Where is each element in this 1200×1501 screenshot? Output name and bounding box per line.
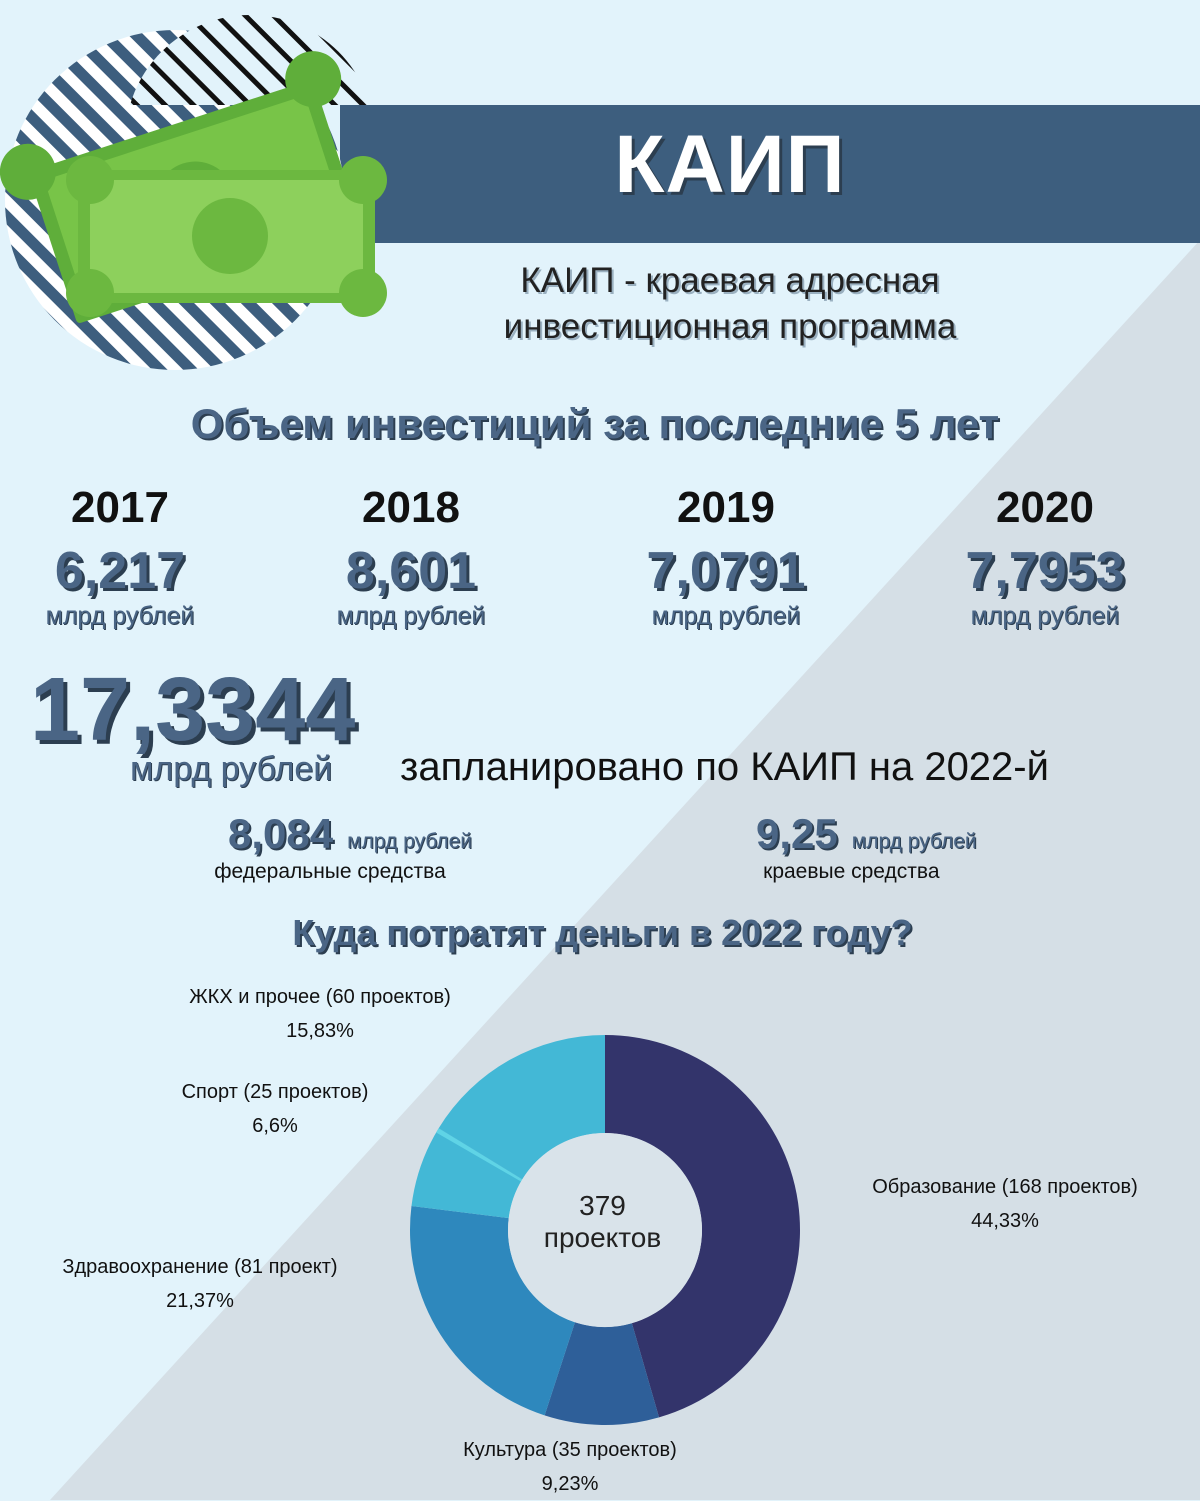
segment-percent: 21,37% (166, 1290, 234, 1312)
segment-percent: 9,23% (541, 1473, 599, 1495)
segment-name: Культура (35 проектов) (463, 1439, 677, 1461)
year-value: 6,217 (54, 542, 186, 600)
segment-label-sport (110, 1075, 440, 1143)
year-block-2020 (915, 480, 1175, 630)
year-label: 2018 (362, 483, 460, 532)
segment-name: Образование (168 проектов) (872, 1176, 1138, 1198)
segment-name: Спорт (25 проектов) (181, 1081, 369, 1103)
regional-unit: млрд рублей (851, 830, 977, 853)
federal-value: 8,084 (228, 810, 334, 857)
segment-label-education (820, 1170, 1190, 1238)
year-block-2017 (0, 480, 250, 630)
center-caption: проектов (543, 1222, 662, 1253)
investments-heading: Объем инвестиций за последние 5 лет (190, 400, 1000, 447)
segment-label-culture (400, 1433, 740, 1501)
segment-label-health (20, 1250, 380, 1318)
subtitle-line-2: инвестиционная программа (503, 307, 957, 346)
planned-total-unit: млрд рублей (130, 750, 333, 788)
regional-label: краевые средства (763, 860, 940, 883)
segment-percent: 44,33% (971, 1210, 1039, 1232)
subtitle-line-1: КАИП - краевая адресная (520, 261, 940, 300)
segment-percent: 6,6% (252, 1115, 298, 1137)
federal-funds (214, 810, 473, 884)
segment-name: Здравоохранение (81 проект) (62, 1256, 338, 1278)
year-value: 7,0791 (646, 542, 806, 600)
year-unit: млрд рублей (651, 602, 801, 630)
page-title: КАИП (614, 119, 846, 210)
center-count: 379 (579, 1190, 626, 1221)
year-value: 8,601 (345, 542, 477, 600)
planned-total-description: запланировано по КАИП на 2022-й (400, 745, 1049, 789)
donut-center-label (505, 1190, 700, 1254)
federal-unit: млрд рублей (347, 830, 473, 853)
year-value: 7,7953 (965, 542, 1125, 600)
planned-total-value: 17,3344 (30, 660, 356, 760)
regional-funds (756, 810, 977, 884)
year-label: 2019 (677, 483, 775, 532)
year-block-2018 (281, 480, 541, 630)
spending-heading: Куда потратят деньги в 2022 году? (292, 912, 913, 953)
money-icon (0, 0, 420, 380)
page-subtitle (400, 258, 1060, 350)
year-label: 2020 (996, 483, 1094, 532)
year-unit: млрд рублей (336, 602, 486, 630)
regional-value: 9,25 (756, 810, 838, 857)
year-block-2019 (596, 480, 856, 630)
year-label: 2017 (71, 483, 169, 532)
segment-percent: 15,83% (286, 1020, 354, 1042)
segment-name: ЖКХ и прочее (60 проектов) (189, 986, 451, 1008)
year-unit: млрд рублей (45, 602, 195, 630)
federal-label: федеральные средства (214, 860, 446, 883)
year-unit: млрд рублей (970, 602, 1120, 630)
